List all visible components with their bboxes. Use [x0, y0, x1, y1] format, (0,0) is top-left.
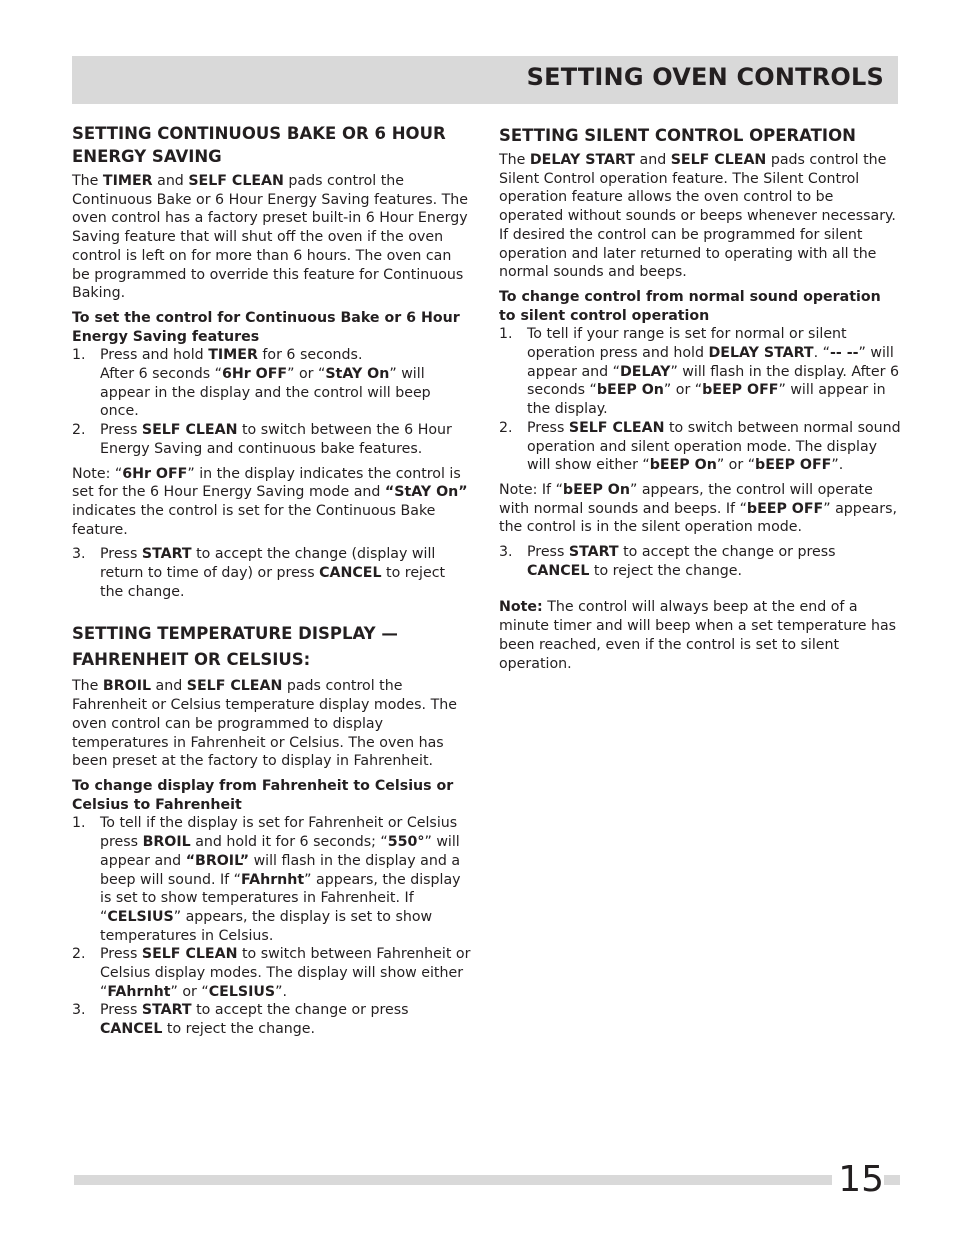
- paragraph: The DELAY START and SELF CLEAN pads control the Silent Control operation feature. The Silent Control operation feature allows the oven control to be operated without sounds or beeps whenever necessary. If desired the control can be programmed for silent operation and later returned to operating with all the normal sounds and beeps.: [499, 152, 896, 281]
- paragraph: The TIMER and SELF CLEAN pads control the Continuous Bake or 6 Hour Energy Saving features. The oven control has a factory preset built-in 6 Hour Energy Saving feature that will shut off the oven if the oven control is left on for more than 6 hours. The oven can be programmed to override this feature for Continuous Baking.: [72, 173, 469, 302]
- list-item: 3. Press START to accept the change or press CANCEL to reject the change.: [499, 544, 836, 579]
- footer-bar: [74, 1175, 900, 1185]
- note: Note: “6Hr OFF” in the display indicates the control is set for the 6 Hour Energy Saving mode and “StAY On” indicates the control is set for the Continuous Bake feature.: [72, 465, 468, 538]
- section-heading-temperature-display: SETTING TEMPERATURE DISPLAY — FAHRENHEIT OR CELSIUS:: [72, 624, 398, 670]
- note: Note: If “bEEP On” appears, the control will operate with normal sounds and beeps. If “bEEP OFF” appears, the control is in the silent operation mode.: [499, 481, 897, 536]
- list-item: 2. Press SELF CLEAN to switch between normal sound operation and silent operation mode. The display will show either “bEEP On” or “bEEP OFF”.: [499, 419, 901, 474]
- subheading: To change display from Fahrenheit to Celsius or Celsius to Fahrenheit: [72, 777, 454, 813]
- list-item: 1. Press and hold TIMER for 6 seconds. After 6 seconds “6Hr OFF” or “StAY On” will appear in the display and the control will beep once.: [72, 347, 431, 420]
- list-item: 3. Press START to accept the change or press CANCEL to reject the change.: [72, 1002, 409, 1038]
- note: Note: The control will always beep at the end of a minute timer and will beep when a set temperature has been reached, even if the control is set to silent operation.: [499, 599, 897, 672]
- header-bar: [72, 56, 898, 104]
- subheading: To set the control for Continuous Bake or 6 Hour Energy Saving features: [72, 309, 460, 345]
- page-number: 15: [832, 1156, 884, 1204]
- right-column: [499, 124, 901, 673]
- list-item: 3. Press START to accept the change (display will return to time of day) or press CANCEL to reject the change.: [72, 546, 446, 600]
- list-item: 2. Press SELF CLEAN to switch between Fahrenheit or Celsius display modes. The display will show either “FAhrnht” or “CELSIUS”.: [72, 946, 471, 1000]
- subheading: To change control from normal sound operation to silent control operation: [499, 288, 881, 324]
- list-item: 1. To tell if your range is set for normal or silent operation press and hold DELAY START. “-- --” will appear and “DELAY” will flash in the display. After 6 seconds “bEEP On” or “bEEP OFF” will appear in the display.: [499, 326, 899, 418]
- left-column: [72, 122, 472, 1039]
- list-item: 2. Press SELF CLEAN to switch between the 6 Hour Energy Saving and continuous bake features.: [72, 422, 452, 457]
- section-heading-silent-control: SETTING SILENT CONTROL OPERATION: [499, 126, 856, 145]
- list-item: 1. To tell if the display is set for Fahrenheit or Celsius press BROIL and hold it for 6 seconds; “550°” will appear and “BROIL” will flash in the display and a beep will sound. If “FAhrnht” appears, the display is set to show temperatures in Fahrenheit. If “CELSIUS” appears, the display is set to show temperatures in Celsius.: [72, 815, 461, 944]
- section-heading-continuous-bake: SETTING CONTINUOUS BAKE OR 6 HOUR ENERGY SAVING: [72, 124, 446, 166]
- page-title: SETTING OVEN CONTROLS: [526, 63, 884, 91]
- paragraph: The BROIL and SELF CLEAN pads control the Fahrenheit or Celsius temperature display modes. The oven control can be programmed to display temperatures in Fahrenheit or Celsius. The oven has been preset at the factory to display in Fahrenheit.: [72, 678, 457, 770]
